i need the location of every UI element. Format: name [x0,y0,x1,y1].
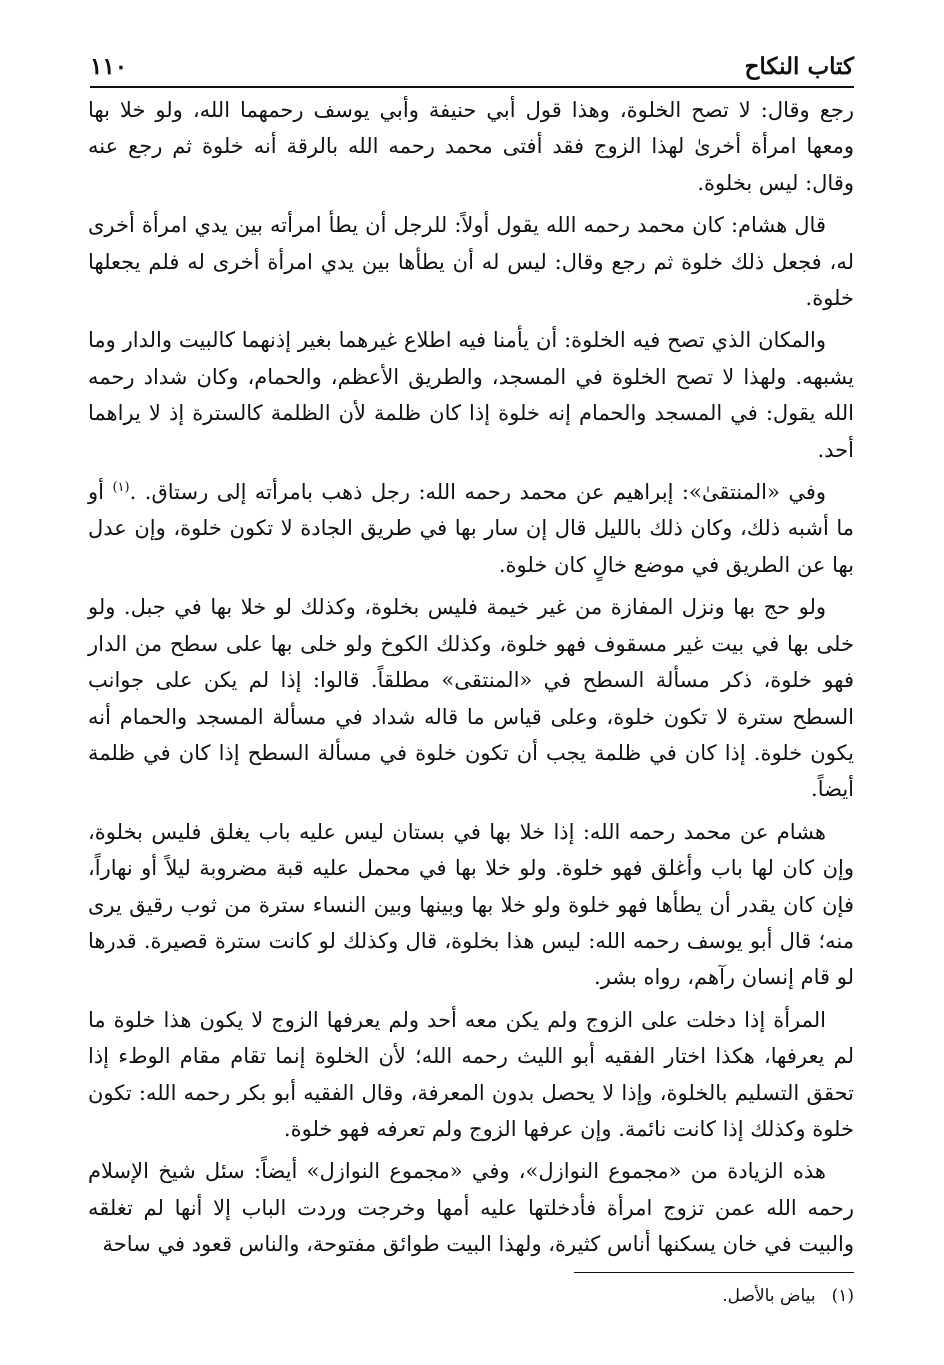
page-number: ١١٠ [90,53,128,80]
paragraph-5: ولو حج بها ونزل المفازة من غير خيمة فليس بخلوة، وكذلك لو خلا بها في جبل. ولو خلى بها في بيت غير مسقوف فهو خلوة، وكذلك الكوخ ولو خلى بها على سطح من الدار فهو خلوة، ذكر مسألة السطح في «المنتقى» مطلقاً. قالوا: إذا لم يكن على جوانب السطح سترة لا تكون خلوة، وعلى قياس ما قاله شداد في مسألة المسجد والحمام أنه يكون خلوة. إذا كان في ظلمة يجب أن تكون خلوة في مسألة السطح إذا كان في ظلمة أيضاً. [88,595,854,802]
paragraph-1: رجع وقال: لا تصح الخلوة، وهذا قول أبي حنيفة وأبي يوسف رحمهما الله، ولو خلا بها ومعها امرأة أخرىٰ لهذا الزوج فقد أفتى محمد رحمه الله بالرقة أنه خلوة ثم رجع عنه وقال: ليس بخلوة. [88,98,854,195]
body-text [88,92,854,1269]
paragraph-6: هشام عن محمد رحمه الله: إذا خلا بها في بستان ليس عليه باب يغلق فليس بخلوة، وإن كان لها باب وأغلق فهو خلوة. ولو خلا بها في محمل عليه قبة مضروبة ليلاً أو نهاراً، فإن كان يقدر أن يطأها فهو خلوة ولو خلا بها وبينها وبين النساء سترة من ثوب رقيق يرى منه؛ قال أبو يوسف رحمه الله: ليس هذا بخلوة، قال وكذلك لو كانت سترة قصيرة. قدرها لو قام إنسان رآهم، رواه بشر. [88,819,854,990]
footnote-reference: (١) [112,480,130,496]
paragraph-4 [88,474,854,583]
paragraph-4-start: وفي «المنتقىٰ»: إبراهيم عن محمد رحمه الله: رجل ذهب بامرأته إلى رستاق. . [129,480,827,505]
paragraph-7: المرأة إذا دخلت على الزوج ولم يكن معه أحد ولم يعرفها الزوج لا يكون هذا خلوة ما لم يعرفها، هكذا اختار الفقيه أبو الليث رحمه الله؛ لأن الخلوة إنما تقام مقام الوطء إذا تحقق التسليم بالخلوة، وإذا لا يحصل بدون المعرفة، وقال الفقيه أبو بكر رحمه الله: تكون خلوة وكذلك إذا كانت نائمة. وإن عرفها الزوج ولم تعرفه فهو خلوة. [88,1007,854,1141]
footnote-number: (١) [831,1286,854,1306]
paragraph-8: هذه الزيادة من «مجموع النوازل»، وفي «مجموع النوازل» أيضاً: سئل شيخ الإسلام رحمه الله عمن تزوج امرأة فأدخلتها عليه أمها وخرجت وردت الباب إلا أنها لم تغلقه والبيت في خان يسكنها أناس كثيرة، ولهذا البيت طوائق مفتوحة، والناس قعود في ساحة [88,1159,854,1257]
paragraph-4-end: أو ما أشبه ذلك، وكان ذلك بالليل قال إن سار بها في طريق الجادة لا تكون خلوة، وإن عدل بها عن الطريق في موضع خالٍ كان خلوة. [88,480,854,577]
footnote-text: بياض بالأصل. [722,1286,816,1306]
footnote-divider [574,1272,854,1273]
footnote [90,1282,854,1310]
paragraph-2: قال هشام: كان محمد رحمه الله يقول أولاً: للرجل أن يطأ امرأته بين يدي امرأة أخرى له، فجعل ذلك خلوة ثم رجع وقال: ليس له أن يطأها بين يدي امرأة أخرى له فلم يجعلها خلوة. [88,213,854,311]
page-header [90,40,854,80]
chapter-title: كتاب النكاح [744,53,854,80]
paragraph-3: والمكان الذي تصح فيه الخلوة: أن يأمنا فيه اطلاع غيرهما بغير إذنهما كالبيت والدار وما يشبهه. ولهذا لا تصح الخلوة في المسجد، والطريق الأعظم، والحمام، وكان شداد رحمه الله يقول: في المسجد والحمام إنه خلوة إذا كان ظلمة لأن الظلمة كالسترة إذ لا يراهما أحد. [88,328,854,462]
header-divider [90,86,854,88]
